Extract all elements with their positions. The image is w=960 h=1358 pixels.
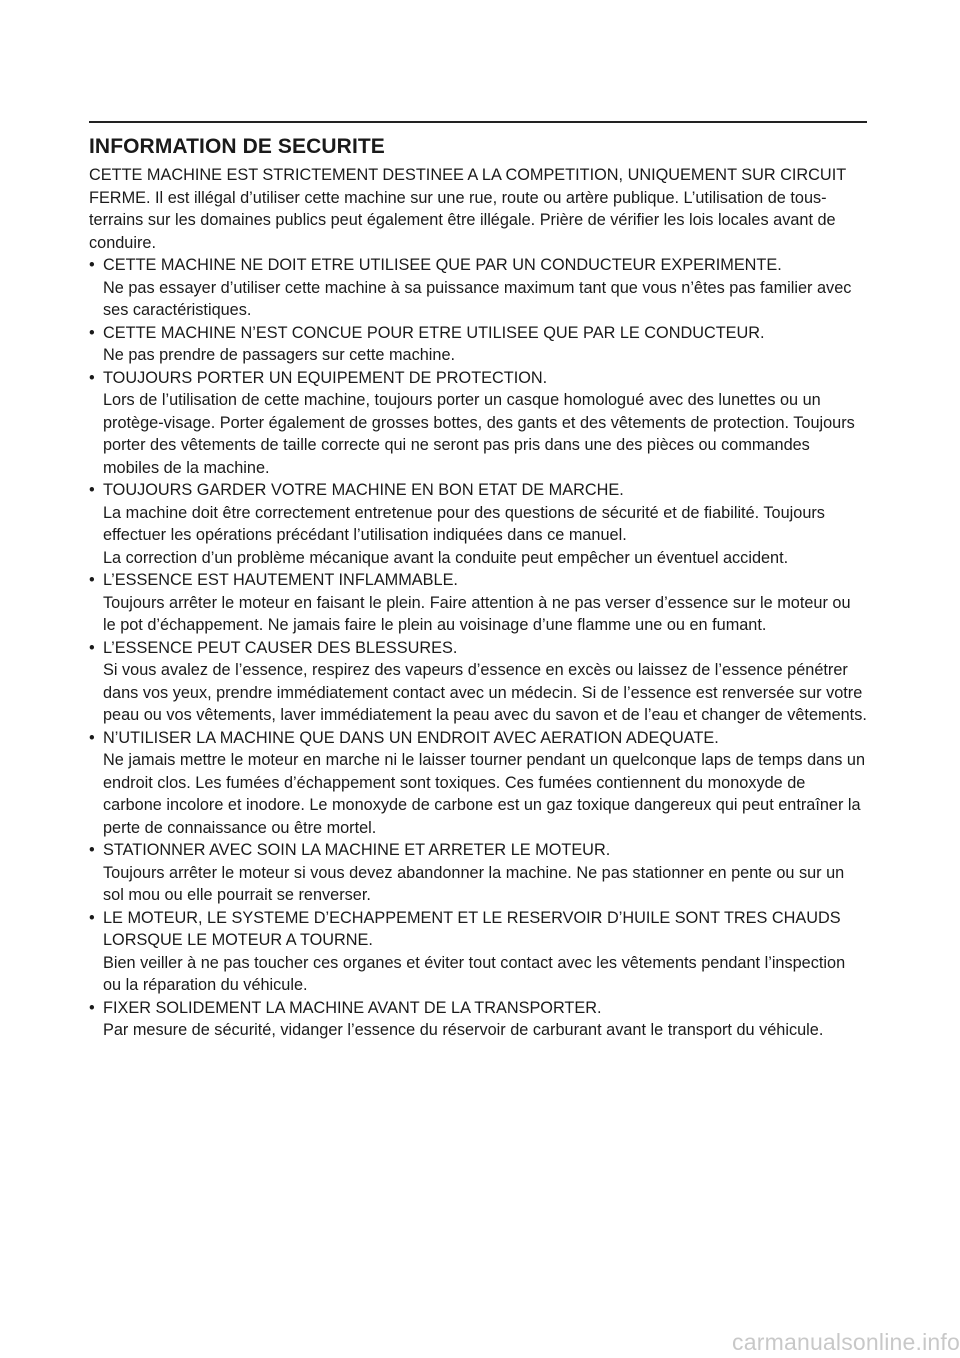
safety-bullet-list [89,254,867,1042]
site-watermark: carmanualsonline.info [732,1329,960,1355]
bullet-text: Bien veiller à ne pas toucher ces organes et éviter tout contact avec les vêtements pendant l’inspection ou la réparation du véhicule. [103,953,846,994]
safety-bullet-item [89,907,867,997]
bullet-heading: • N’UTILISER LA MACHINE QUE DANS UN ENDROIT AVEC AERATION ADEQUATE. [103,728,719,747]
page-title: INFORMATION DE SECURITE [89,135,385,158]
safety-bullet-item [89,997,867,1042]
bullet-text: La correction d’un problème mécanique avant la conduite peut empêcher un éventuel accident. [103,548,789,567]
intro-paragraph: CETTE MACHINE EST STRICTEMENT DESTINEE A LA COMPETITION, UNIQUEMENT SUR CIRCUIT FERME. Il est illégal d’utiliser cette machine sur une rue, route ou artère publique. L’utilisation de tous-terrains sur les domaines publics peut également être illégale. Prière de vérifier les lois locales avant de conduire. [89,166,846,252]
safety-bullet-item [89,839,867,907]
document-body [89,164,867,1042]
top-divider [89,121,867,123]
safety-bullet-item [89,479,867,569]
bullet-text: Toujours arrêter le moteur en faisant le plein. Faire attention à ne pas verser d’essence sur le moteur ou le pot d’échappement. Ne jamais faire le plein au voisinage d’une flamme une ou en fumant. [103,593,851,634]
document-page [89,121,867,1042]
bullet-heading: • CETTE MACHINE N’EST CONCUE POUR ETRE UTILISEE QUE PAR LE CONDUCTEUR. [103,323,765,342]
bullet-text: Toujours arrêter le moteur si vous devez abandonner la machine. Ne pas stationner en pente ou sur un sol mou ou elle pourrait se renverser. [103,863,845,904]
bullet-text: Si vous avalez de l’essence, respirez des vapeurs d’essence en excès ou laissez de l’essence pénétrer dans vos yeux, prendre immédiatement contact avec un médecin. Si de l’essence est renversée sur votre peau ou vos vêtements, laver immédiatement la peau avec du savon et de l’eau et changer de vêtements. [103,661,867,724]
bullet-heading: • LE MOTEUR, LE SYSTEME D’ECHAPPEMENT ET LE RESERVOIR D’HUILE SONT TRES CHAUDS LORSQUE LE MOTEUR A TOURNE. [103,908,841,949]
bullet-text: Par mesure de sécurité, vidanger l’essence du réservoir de carburant avant le transport du véhicule. [103,1021,824,1039]
bullet-text: Ne pas prendre de passagers sur cette machine. [103,346,456,364]
bullet-heading: • CETTE MACHINE NE DOIT ETRE UTILISEE QUE PAR UN CONDUCTEUR EXPERIMENTE. [103,256,782,274]
bullet-heading: • STATIONNER AVEC SOIN LA MACHINE ET ARRETER LE MOTEUR. [103,841,611,859]
safety-bullet-item [89,367,867,480]
bullet-text: Ne pas essayer d’utiliser cette machine à sa puissance maximum tant que vous n’êtes pas familier avec ses caractéristiques. [103,278,852,319]
bullet-heading: • L’ESSENCE EST HAUTEMENT INFLAMMABLE. [103,571,458,589]
bullet-heading: • L’ESSENCE PEUT CAUSER DES BLESSURES. [103,638,458,657]
safety-bullet-item [89,322,867,367]
bullet-heading: • TOUJOURS PORTER UN EQUIPEMENT DE PROTECTION. [103,368,548,387]
safety-bullet-item [89,569,867,637]
bullet-text: La machine doit être correctement entretenue pour des questions de sécurité et de fiabilité. Toujours effectuer les opérations précédant l’utilisation indiquées dans ce manuel. [103,503,825,544]
bullet-text: Lors de l’utilisation de cette machine, toujours porter un casque homologué avec des lunettes ou un protège-visage. Porter également de grosses bottes, des gants et des vêtements de protection. Toujours porter des vêtements de taille correcte qui ne seront pas pris dans une des pièces ou commandes mobiles de la machine. [103,391,855,477]
bullet-heading: • FIXER SOLIDEMENT LA MACHINE AVANT DE LA TRANSPORTER. [103,998,602,1017]
safety-bullet-item [89,254,867,322]
bullet-text: Ne jamais mettre le moteur en marche ni le laisser tourner pendant un quelconque laps de temps dans un endroit clos. Les fumées d’échappement sont toxiques. Ces fumées contiennent du monoxyde de carbone incolore et inodore. Le monoxyde de carbone est un gaz toxique dangereux qui peut entraîner la perte de connaissance ou être mortel. [103,751,866,837]
bullet-heading: • TOUJOURS GARDER VOTRE MACHINE EN BON ETAT DE MARCHE. [103,481,624,499]
safety-bullet-item [89,637,867,727]
safety-bullet-item [89,727,867,840]
